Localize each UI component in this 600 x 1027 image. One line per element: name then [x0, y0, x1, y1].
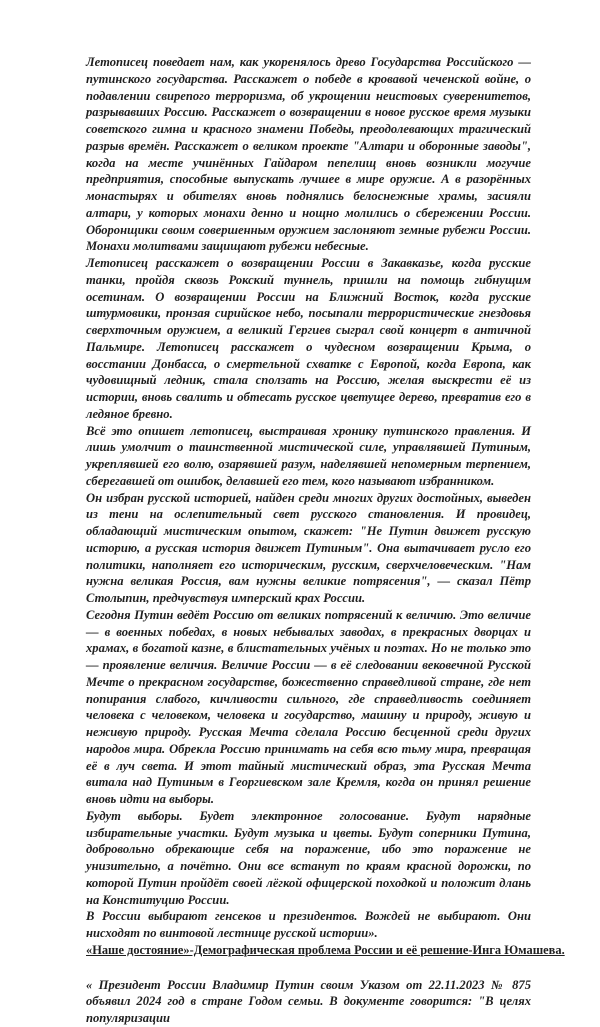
paragraph-chosen: Он избран русской историей, найден среди многих других достойных, выведен из тени на ослепительный свет русского становления. И провидец, обладающий мистическим опытом, скажет: "Не Путин движет русскую историю, а русская история движет Путиным". Она вытачивает русло его политики, наполняет его историческим, русским, сверхчеловеческим. "Нам нужна великая Россия, вам нужны великие потрясения", — сказал Пётр Столыпин, предчувствуя имперский крах России. — [86, 490, 531, 605]
paragraph-leaders: В России выбирают генсеков и президентов. Вождей не выбирают. Они нисходят по винтовой лестнице русской истории». — [86, 909, 531, 940]
document-page — [86, 54, 565, 1027]
paragraph-chronicle: Летописец поведает нам, как укоренялось древо Государства Российского — путинского государства. Расскажет о победе в кровавой чеченской войне, о подавлении свирепого терроризма, об укрощении неистовых суверенитетов, разрывавших Россию. Расскажет о возвращении в новое русское время музыки советского гимна и красного знамени Победы, преодолевающих трагический разрыв времён. Расскажет о великом проекте "Алтари и оборонные заводы", когда на месте учинённых Гайдаром пепелищ вновь возникли могучие предприятия, способные выпускать лучшее в мире оружие. А в разорённых монастырях и обителях вновь поднялись белоснежные храмы, засияли алтари, у которых монахи денно и нощно молились о сбережении России. Оборонщики своим совершенным оружием заслоняют земные рубежи России. Монахи молитвами защищают рубежи небесные. — [86, 55, 531, 254]
blank-line — [86, 959, 531, 977]
paragraph-quote: « Президент России Владимир Путин своим Указом от 22.11.2023 № 875 объявил 2024 год в стране Годом семьи. В документе говорится: "В целях популяризации — [86, 977, 531, 1025]
paragraph-returns: Летописец расскажет о возвращении России в Закавказье, когда русские танки, пройдя сквозь Рокский туннель, пришли на помощь гибнущим осетинам. О возвращении России на Ближний Восток, когда русские штурмовики, пронзая сирийское небо, посыпали террористические гнездовья сверхточным оружием, а великий Гергиев сыграл свой концерт в античной Пальмире. Летописец расскажет о чудесном возвращении Крыма, о восстании Донбасса, о смертельной схватке с Европой, когда Европа, как чудовищный ледник, стала сползать на Россию, желая выскрести её из истории, вновь свалить и обтесать русское цветущее дерево, превратив его в ледяное бревно. — [86, 256, 531, 421]
section-heading-link[interactable]: «Наше достояние»-Демографическая проблема России и её решение-Инга Юмашева. — [86, 942, 565, 957]
paragraph-greatness: Сегодня Путин ведёт Россию от великих потрясений к величию. Это величие — в военных победах, в новых небывалых заводах, в прекрасных дворцах и храмах, в богатой казне, в блистательных учёных и поэтах. Но не только это — проявление величия. Величие России — в её следовании вековечной Русской Мечте о прекрасном государстве, божественно справедливой стране, где нет попирания слабого, кичливости сильного, где справедливость соединяет человека с человеком, человека и государство, машину и природу, живую и неживую природу. Русская Мечта сделала Россию бесценной среди других народов мира. Обрекла Россию принимать на себя всю тьму мира, превращая её в луч света. И этот тайный мистический образ, эта Русская Мечта витала над Путиным в Георгиевском зале Кремля, когда он принял решение вновь идти на выборы. — [86, 607, 531, 806]
paragraph-mystic-force: Всё это опишет летописец, выстраивая хронику путинского правления. И лишь умолчит о таинственной мистической силе, управлявшей Путиным, укреплявшей его волю, озарявшей разум, наделявшей непомерным терпением, сберегавшей от ошибок, делавшей его тем, кого называют избранником. — [86, 423, 531, 488]
paragraph-elections: Будут выборы. Будет электронное голосование. Будут нарядные избирательные участки. Будут музыка и цветы. Будут соперники Путина, добровольно обрекающие себя на поражение, ибо это поражение не унизительно, а почётно. Они все встанут по краям красной дорожки, по которой Путин пройдёт своей лёгкой офицерской походкой и положит длань на Конституцию России. — [86, 808, 531, 907]
